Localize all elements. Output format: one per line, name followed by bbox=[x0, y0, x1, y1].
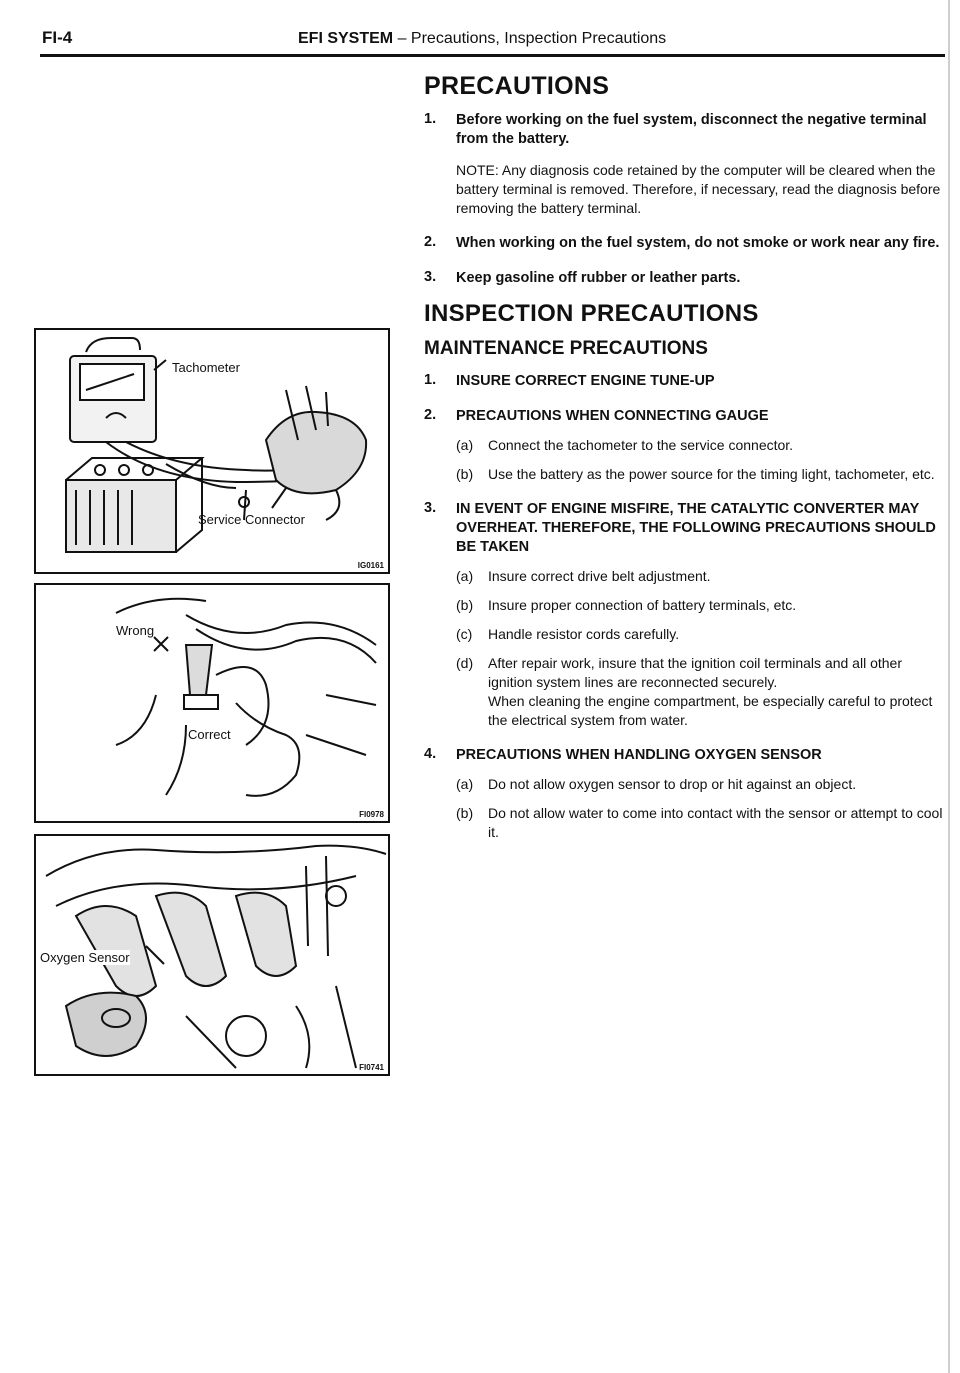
item-number: 1. bbox=[424, 372, 437, 388]
sub-item bbox=[456, 775, 949, 794]
sub-label: (b) bbox=[456, 466, 474, 482]
label-tachometer: Tachometer bbox=[172, 360, 240, 375]
page-header bbox=[40, 24, 945, 52]
precaution-item bbox=[424, 111, 949, 218]
sub-item bbox=[456, 567, 949, 586]
resistor-cord-illustration bbox=[36, 585, 388, 821]
figure-wrong-correct bbox=[34, 583, 390, 823]
figure-code: FI0978 bbox=[359, 810, 384, 819]
figure-oxygen-sensor bbox=[34, 834, 390, 1076]
label-oxygen-sensor: Oxygen Sensor bbox=[40, 950, 130, 965]
sub-label: (d) bbox=[456, 655, 474, 671]
item-number: 2. bbox=[424, 407, 437, 423]
maintenance-subheading: MAINTENANCE PRECAUTIONS bbox=[424, 338, 708, 359]
sub-text: Do not allow water to come into contact with the sensor or attempt to cool it. bbox=[488, 805, 943, 840]
item-number: 2. bbox=[424, 234, 437, 250]
item-text: IN EVENT OF ENGINE MISFIRE, THE CATALYTIC CONVERTER MAY OVERHEAT. THEREFORE, THE FOLLOWING PRECAUTIONS SHOULD BE TAKEN bbox=[456, 501, 936, 555]
sub-text: Do not allow oxygen sensor to drop or hit against an object. bbox=[488, 776, 857, 792]
precautions-heading: PRECAUTIONS bbox=[424, 72, 610, 100]
precaution-item bbox=[424, 234, 949, 253]
page-number: FI-4 bbox=[42, 28, 73, 47]
sub-item bbox=[456, 804, 949, 842]
inspection-item bbox=[424, 500, 949, 730]
header-rule bbox=[40, 54, 945, 57]
item-number: 3. bbox=[424, 500, 437, 516]
sub-label: (a) bbox=[456, 776, 474, 792]
figure-code: IG0161 bbox=[357, 561, 384, 570]
inspection-item bbox=[424, 746, 949, 842]
sub-extra-text: When cleaning the engine compartment, be especially careful to protect the electrical system from water. bbox=[488, 693, 933, 728]
label-wrong: Wrong bbox=[116, 623, 155, 638]
item-number: 3. bbox=[424, 269, 437, 285]
sub-item bbox=[456, 654, 949, 730]
header-title bbox=[298, 30, 666, 48]
sub-text: After repair work, insure that the ignition coil terminals and all other ignition system lines are reconnected securely. bbox=[488, 655, 902, 690]
item-text: Keep gasoline off rubber or leather parts. bbox=[456, 270, 741, 286]
item-text: When working on the fuel system, do not smoke or work near any fire. bbox=[456, 235, 940, 251]
sub-text: Use the battery as the power source for the timing light, tachometer, etc. bbox=[488, 466, 935, 482]
sub-label: (b) bbox=[456, 805, 474, 821]
item-text: INSURE CORRECT ENGINE TUNE-UP bbox=[456, 373, 715, 389]
header-title-rest: – Precautions, Inspection Precautions bbox=[393, 30, 667, 47]
sub-text: Insure correct drive belt adjustment. bbox=[488, 568, 711, 584]
sub-label: (a) bbox=[456, 568, 474, 584]
sub-text: Connect the tachometer to the service connector. bbox=[488, 437, 794, 453]
label-correct: Correct bbox=[188, 727, 231, 742]
main-content bbox=[424, 72, 949, 858]
sub-item bbox=[456, 596, 949, 615]
item-text: Before working on the fuel system, disconnect the negative terminal from the battery. bbox=[456, 112, 927, 147]
label-service-connector: Service Connector bbox=[198, 512, 305, 527]
sub-label: (a) bbox=[456, 437, 474, 453]
figure-tachometer bbox=[34, 328, 390, 574]
item-text: PRECAUTIONS WHEN HANDLING OXYGEN SENSOR bbox=[456, 747, 822, 763]
item-number: 1. bbox=[424, 111, 437, 127]
sub-text: Handle resistor cords carefully. bbox=[488, 626, 680, 642]
figure-code: FI0741 bbox=[359, 1063, 384, 1072]
sub-label: (b) bbox=[456, 597, 474, 613]
header-title-bold: EFI SYSTEM bbox=[298, 30, 394, 47]
sub-item bbox=[456, 436, 949, 455]
sub-text: Insure proper connection of battery terminals, etc. bbox=[488, 597, 797, 613]
note-text: NOTE: Any diagnosis code retained by the computer will be cleared when the battery terminal is removed. Therefore, if necessary, read the diagnosis before removing the battery terminal. bbox=[456, 162, 941, 216]
sub-item bbox=[456, 465, 949, 484]
item-number: 4. bbox=[424, 746, 437, 762]
inspection-item bbox=[424, 372, 949, 391]
precaution-item bbox=[424, 269, 949, 288]
sub-item bbox=[456, 625, 949, 644]
inspection-heading: INSPECTION PRECAUTIONS bbox=[424, 300, 759, 327]
item-text: PRECAUTIONS WHEN CONNECTING GAUGE bbox=[456, 408, 769, 424]
sub-label: (c) bbox=[456, 626, 473, 642]
inspection-item bbox=[424, 407, 949, 484]
